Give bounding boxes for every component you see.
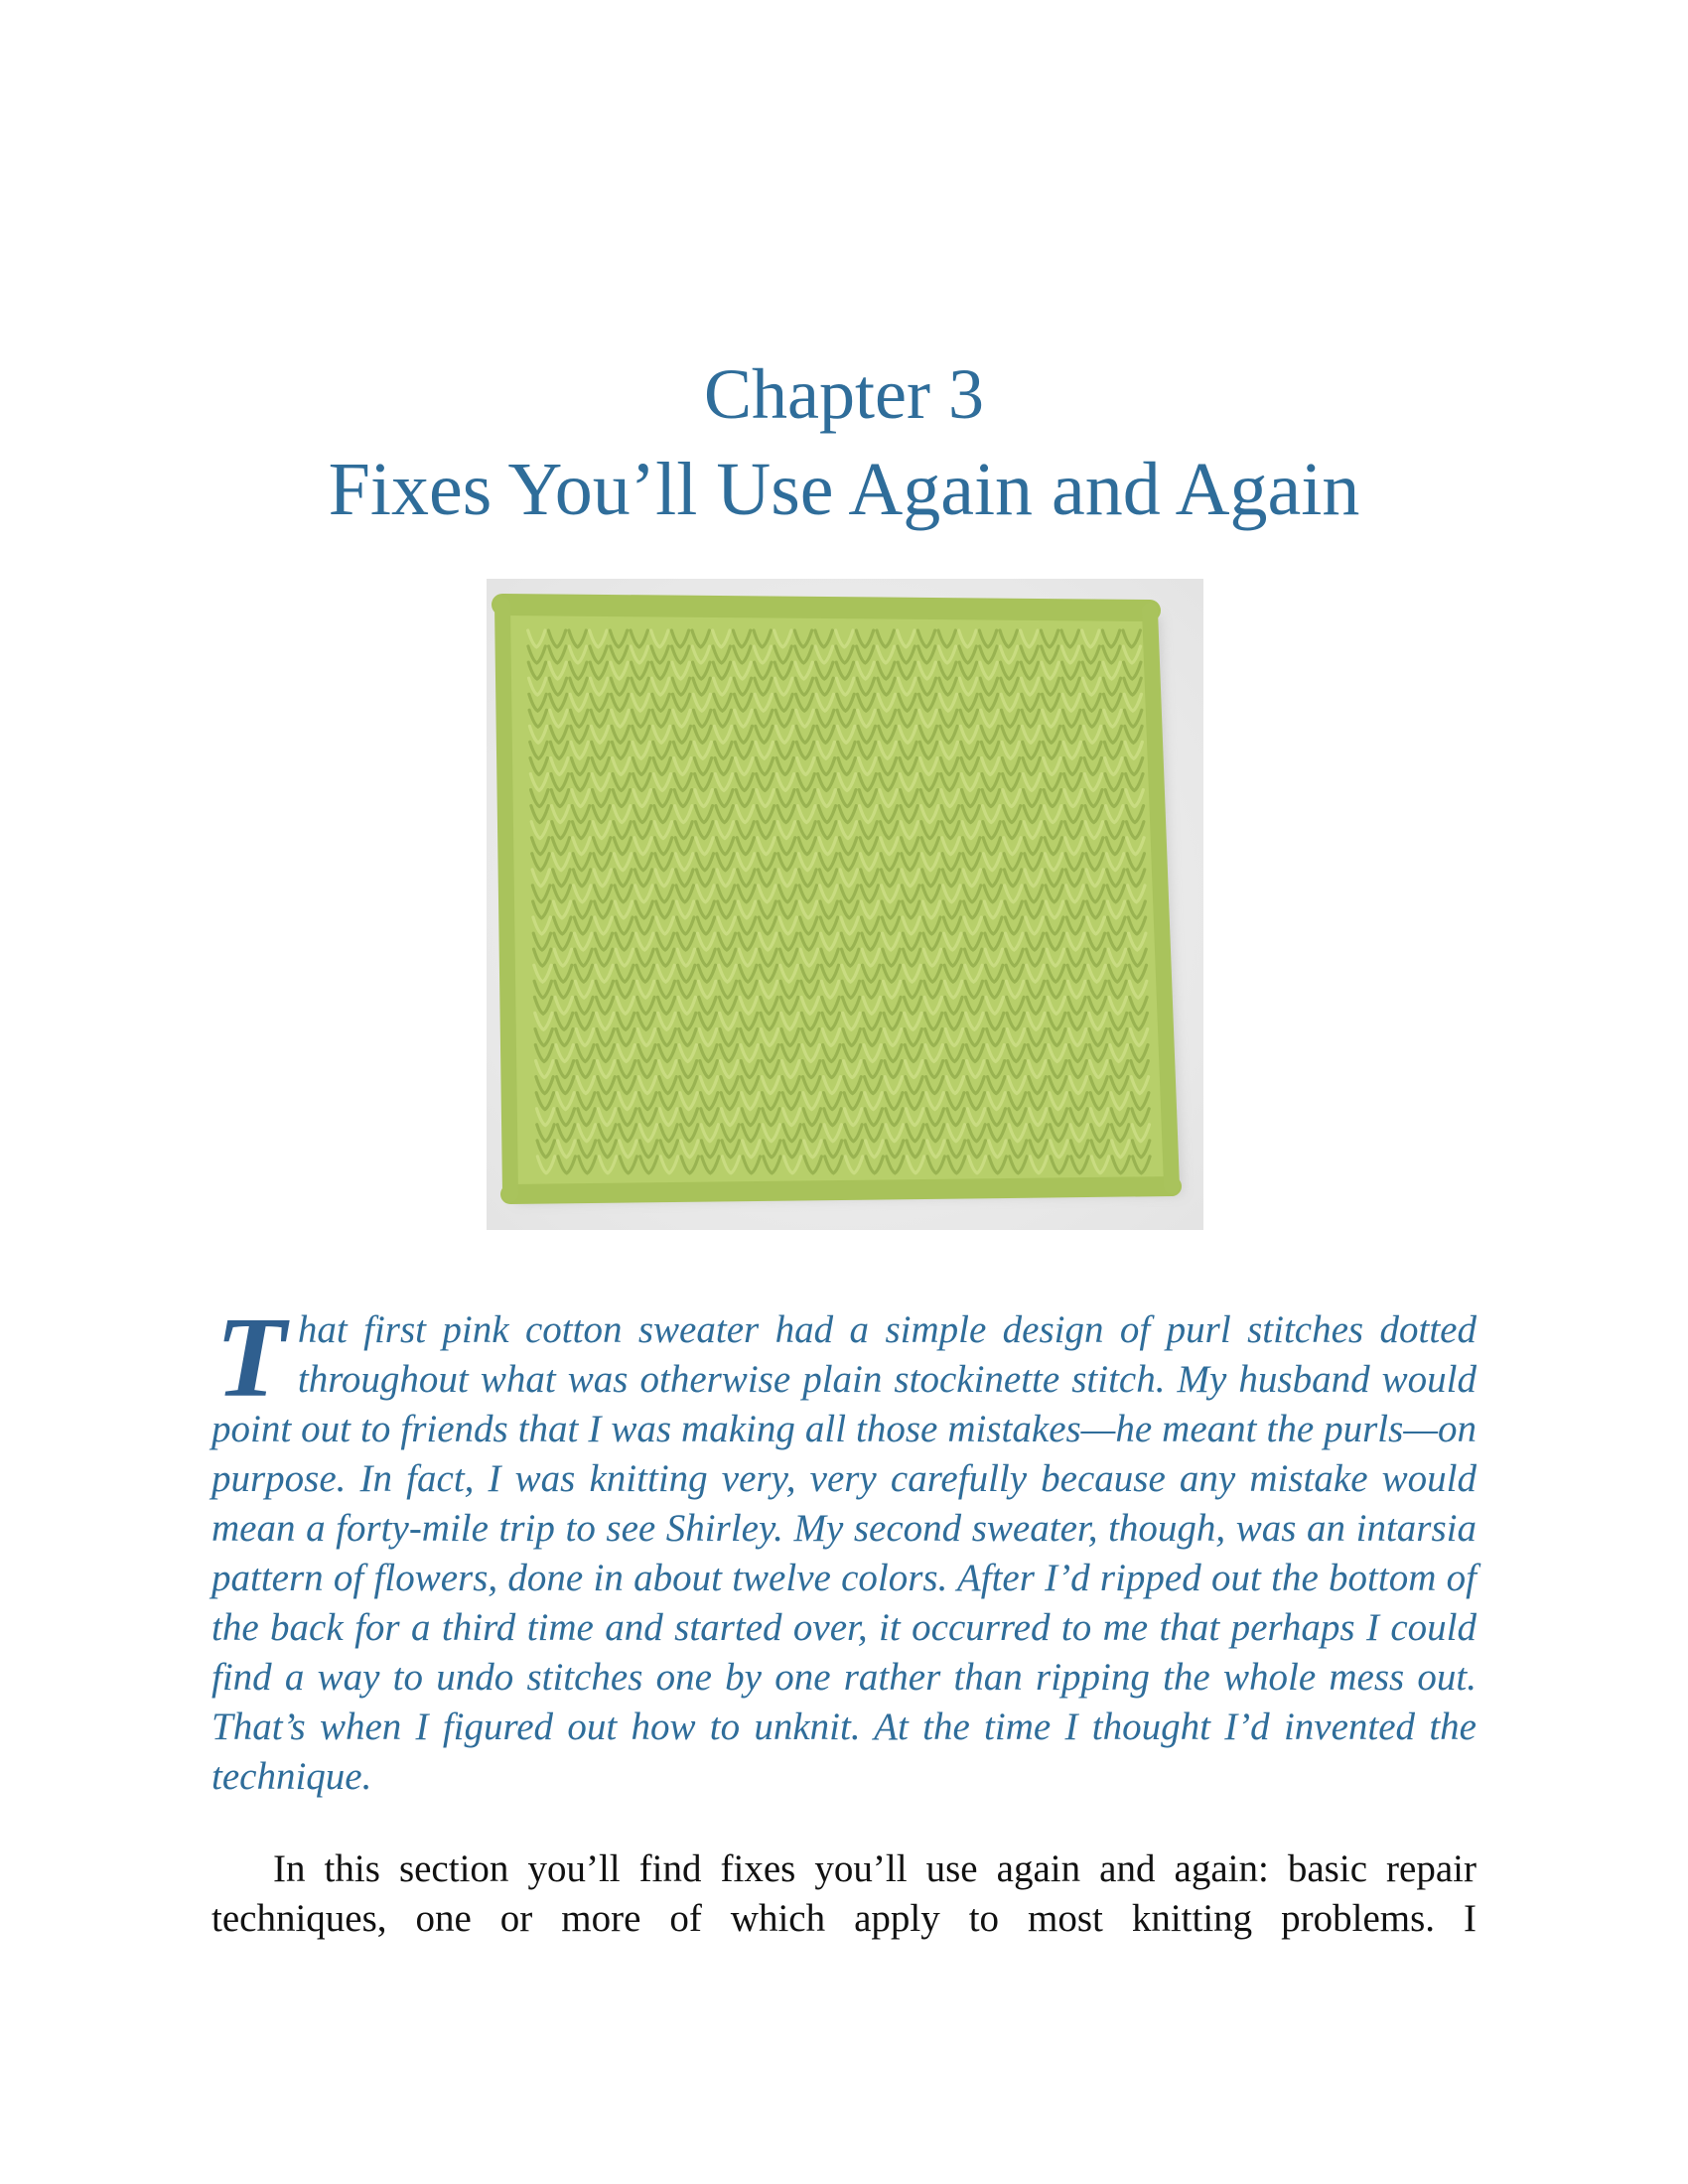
bind-off-edge: [510, 1186, 1172, 1194]
left-selvedge: [502, 605, 510, 1194]
intro-text: hat first pink cotton sweater had a simple design of purl stitches dotted throughout what was otherwise plain stockinette stitch. My husband would point out to friends that I was making all those mistakes—he meant the purls—on purpose. In fact, I was knitting very, very carefully because any mistake would mean a forty-mile trip to see Shirley. My second sweater, though, was an intarsia pattern of flowers, done in about twelve colors. After I’d ripped out the bottom of the back for a third time and started over, it occurred to me that perhaps I could find a way to undo stitches one by one rather than ripping the whole mess out. That’s when I figured out how to unknit. At the time I thought I’d invented the technique.: [211, 1308, 1477, 1798]
knitted-swatch-image: [487, 579, 1203, 1230]
cast-on-edge: [502, 605, 1150, 611]
knitted-swatch-illustration: [487, 579, 1203, 1230]
intro-paragraph: [211, 1295, 1477, 1802]
chapter-number: Chapter 3: [704, 354, 984, 434]
drop-cap: T: [215, 1295, 286, 1422]
chapter-title: Fixes You’ll Use Again and Again: [328, 448, 1360, 531]
body-paragraph: In this section you’ll find fixes you’ll use again and again: basic repair techniques, one or more of which apply to most knitting problems. I: [211, 1847, 1477, 1940]
